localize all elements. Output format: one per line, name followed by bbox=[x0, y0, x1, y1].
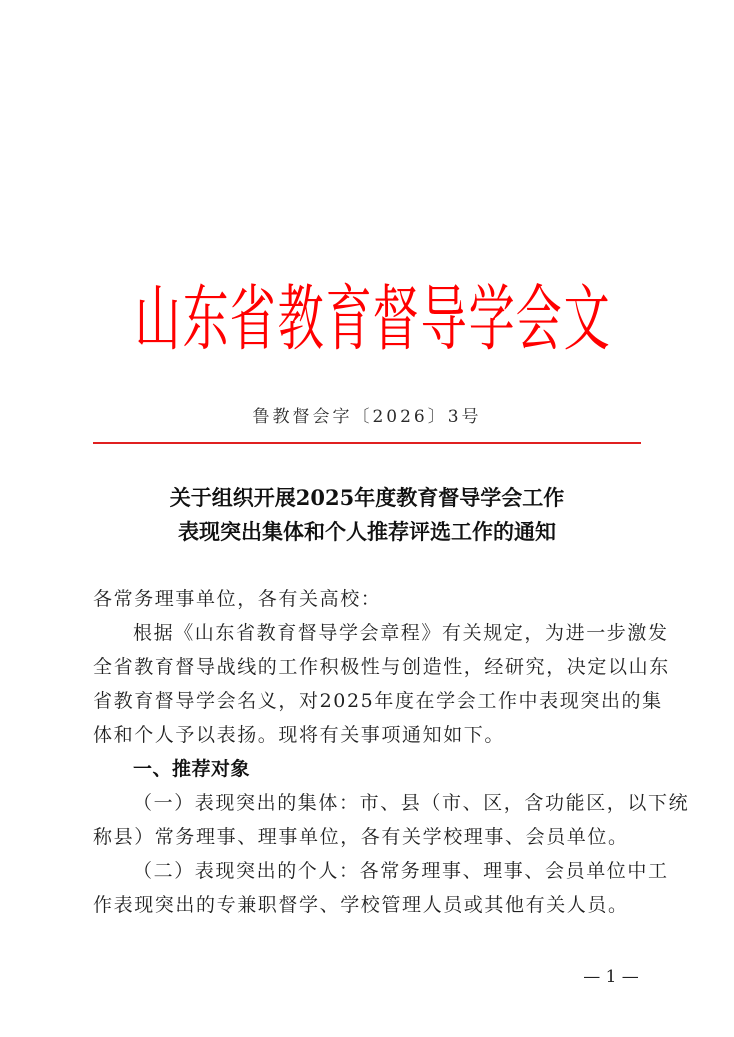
body-paragraph-line: 省教育督导学会名义，对2025年度在学会工作中表现突出的集 bbox=[93, 690, 663, 712]
body-paragraph-line: 作表现突出的专兼职督学、学校管理人员或其他有关人员。 bbox=[93, 894, 629, 916]
document-number: 鲁教督会字〔2026〕3号 bbox=[252, 407, 482, 427]
notice-title-line-1: 关于组织开展2025年度教育督导学会工作 bbox=[169, 485, 565, 510]
masthead-char: 会 bbox=[515, 278, 562, 362]
masthead-char: 导 bbox=[420, 278, 467, 362]
masthead-char: 教 bbox=[277, 278, 324, 362]
body-paragraph-line: 根据《山东省教育督导学会章程》有关规定，为进一步激发 bbox=[133, 622, 669, 644]
red-divider-rule bbox=[93, 442, 641, 444]
section-heading: 一、推荐对象 bbox=[133, 758, 251, 780]
masthead-char: 省 bbox=[229, 278, 276, 362]
notice-title-line-2: 表现突出集体和个人推荐评选工作的通知 bbox=[178, 519, 556, 544]
page-number: — 1 — bbox=[583, 967, 639, 987]
masthead-char: 学 bbox=[468, 278, 515, 362]
body-paragraph-line: 称县）常务理事、理事单位，各有关学校理事、会员单位。 bbox=[93, 826, 629, 848]
body-paragraph-line: 体和个人予以表扬。现将有关事项通知如下。 bbox=[93, 724, 506, 746]
masthead-title bbox=[128, 278, 610, 362]
masthead-char: 督 bbox=[372, 278, 419, 362]
body-paragraph-line: （二）表现突出的个人：各常务理事、理事、会员单位中工 bbox=[133, 860, 669, 882]
body-paragraph-line: 全省教育督导战线的工作积极性与创造性，经研究，决定以山东 bbox=[93, 656, 670, 678]
masthead-char: 育 bbox=[325, 278, 372, 362]
masthead-char: 山 bbox=[134, 278, 181, 362]
masthead-char: 文 bbox=[563, 278, 610, 362]
masthead-char: 东 bbox=[182, 278, 229, 362]
body-paragraph-line: （一）表现突出的集体：市、县（市、区，含功能区，以下统 bbox=[133, 792, 690, 814]
salutation: 各常务理事单位，各有关高校： bbox=[93, 588, 382, 610]
